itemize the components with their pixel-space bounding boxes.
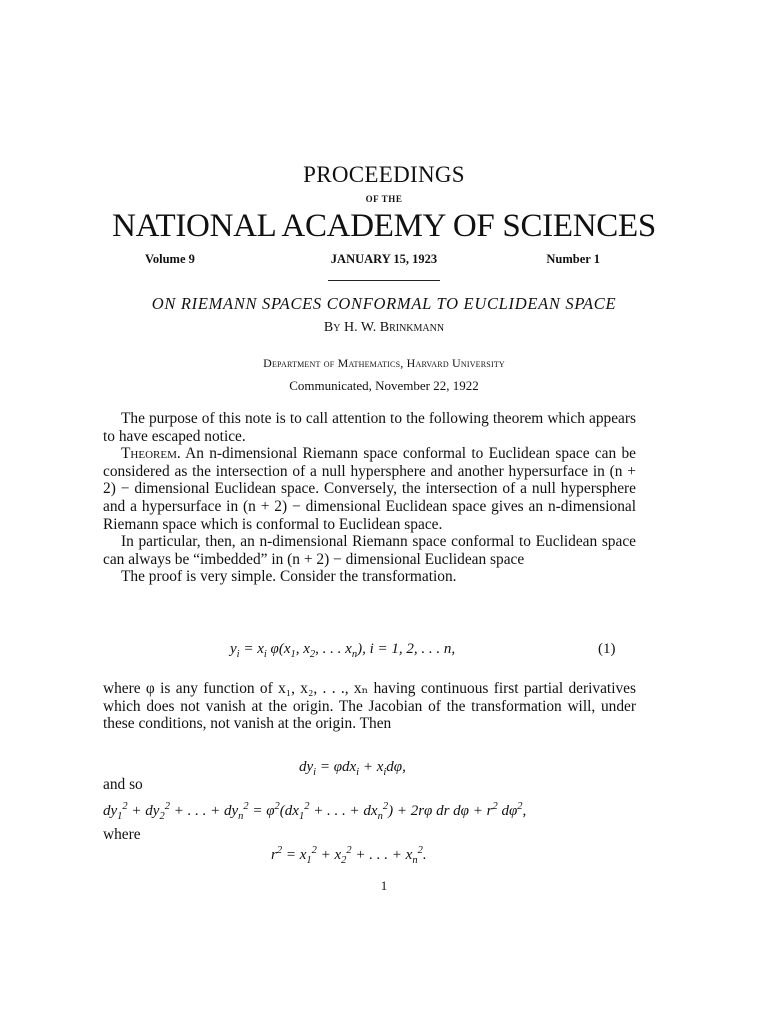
issue-date: JANUARY 15, 1923	[330, 252, 438, 266]
equation-dy-squared: $dy_1^2 + dy_2^2$ + . . . + $dy_n^2 = \varphi^2(dx_1^2$ + . . . + $dx_n^2) + 2r\varphi$ dr $d\varphi + r^2$ $d\varphi^2$,	[103, 801, 527, 822]
journal-title: NATIONAL ACADEMY OF SCIENCES	[112, 208, 656, 244]
and-so-text: and so	[103, 776, 143, 793]
equation-1: $y_i = x_i$ $\varphi(x_1$, $x_2$, . . . $x_n$), i = 1, 2, . . . n,	[230, 641, 456, 660]
author-department: Department of Mathematics, Harvard University	[263, 356, 505, 370]
proceedings-heading: PROCEEDINGS	[303, 162, 465, 187]
author-byline: By H. W. Brinkmann	[323, 320, 445, 335]
where-text: where	[103, 826, 141, 843]
paragraph-imbedding: In particular, then, an n-dimensional Riemann space conformal to Euclidean space can always be “imbedded” in (n + 2) − dimensional Euclidean space	[103, 533, 636, 568]
theorem-label: Theorem.	[121, 445, 181, 463]
body-lower	[103, 680, 636, 733]
equation-r-squared: $r^2 = x_1^2 + x_2^2$ + . . . + $x_n^2$.	[271, 845, 427, 866]
paragraph-proof: The proof is very simple. Consider the transformation.	[121, 568, 457, 586]
paragraph-where-phi: where φ is any function of x₁, x₂, . . ., xₙ having continuous first partial derivatives which does not vanish at the origin. The Jacobian of the transformation will, under these conditions, not vanish at the origin. Then	[103, 680, 636, 733]
paragraph-intro: The purpose of this note is to call attention to the following theorem which appears to have escaped notice.	[103, 410, 636, 445]
communicated-date: Communicated, November 22, 1922	[289, 378, 479, 393]
volume-label: Volume 9	[145, 252, 195, 266]
paragraph-theorem	[103, 445, 636, 533]
header-rule	[328, 280, 440, 281]
equation-dy: $dy_i = \varphi dx_i + x_id\varphi$,	[299, 759, 406, 778]
equation-1-number: (1)	[598, 641, 616, 657]
theorem-text: An n-dimensional Riemann space conformal to Euclidean space can be considered as the intersection of a null hypersphere and another hypersurface in (n + 2) − dimensional Euclidean space. Conversely, the intersection of a null hypersphere and a hypersurface in (n + 2) − dimensional Euclidean space gives an n-dimensional Riemann space which is conformal to Euclidean space.	[103, 445, 636, 533]
issue-number: Number 1	[546, 252, 600, 266]
body-upper	[103, 410, 636, 586]
article-title: ON RIEMANN SPACES CONFORMAL TO EUCLIDEAN SPACE	[151, 294, 617, 313]
of-the-heading: OF THE	[365, 194, 403, 204]
page-number: 1	[380, 878, 388, 893]
